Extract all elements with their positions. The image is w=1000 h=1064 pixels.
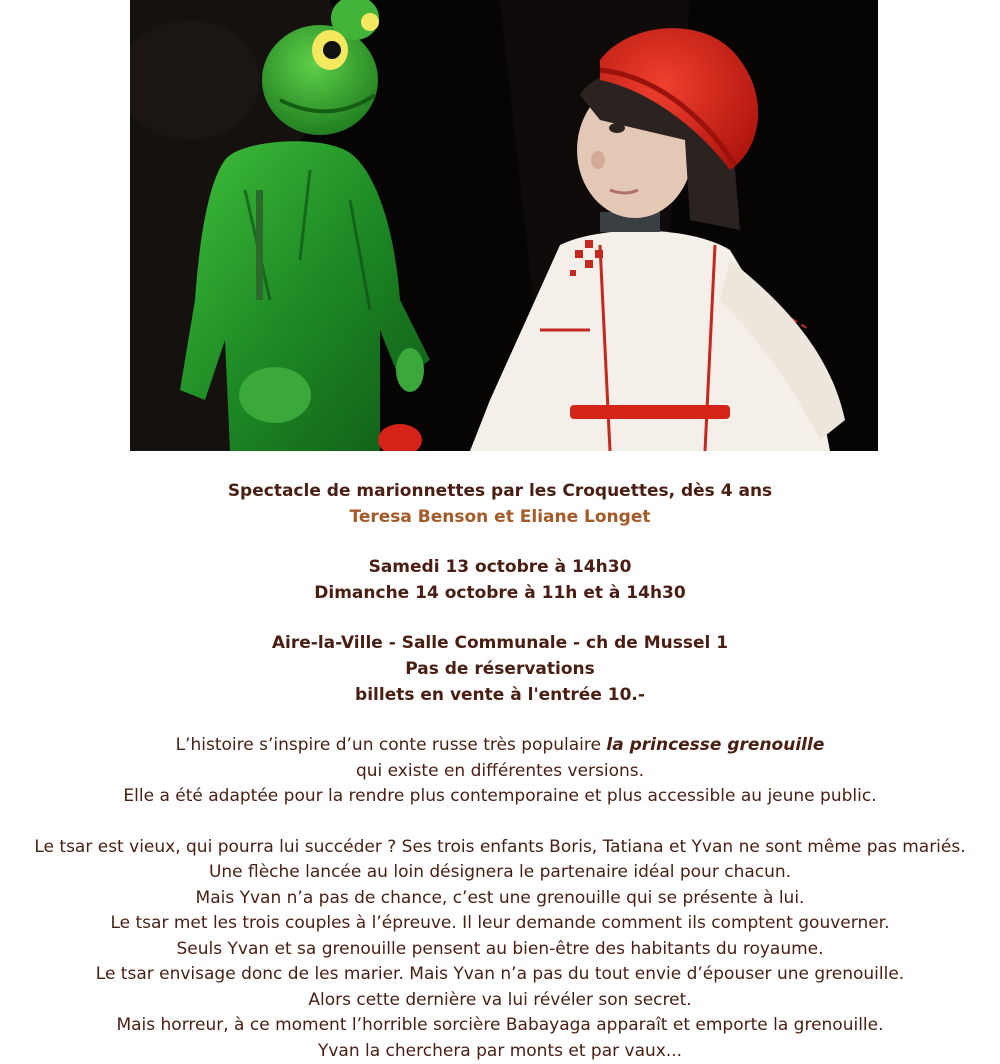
- intro-text: [0, 733, 1000, 810]
- story-line: Le tsar est vieux, qui pourra lui succéder ? Ses trois enfants Boris, Tatiana et Yvan ne sont même pas mariés.: [0, 835, 1000, 861]
- story-line: Le tsar envisage donc de les marier. Mais Yvan n’a pas du tout envie d’épouser une grenouille.: [0, 962, 1000, 988]
- story-line: Mais Yvan n’a pas de chance, c’est une grenouille qui se présente à lui.: [0, 886, 1000, 912]
- event-performers: Teresa Benson et Eliane Longet: [0, 504, 1000, 530]
- story-line: Yvan la cherchera par monts et par vaux...: [0, 1039, 1000, 1064]
- event-reservations: Pas de réservations: [0, 656, 1000, 682]
- event-tickets: billets en vente à l'entrée 10.-: [0, 682, 1000, 708]
- event-details: [0, 478, 1000, 708]
- intro-line-3: Elle a été adaptée pour la rendre plus contemporaine et plus accessible au jeune public.: [0, 784, 1000, 810]
- story-line: Le tsar met les trois couples à l’épreuve. Il leur demande comment ils comptent gouverner.: [0, 911, 1000, 937]
- story-line: Seuls Yvan et sa grenouille pensent au bien-être des habitants du royaume.: [0, 937, 1000, 963]
- intro-line-1-text: L’histoire s’inspire d’un conte russe très populaire: [176, 735, 607, 755]
- story-line: Une flèche lancée au loin désignera le partenaire idéal pour chacun.: [0, 860, 1000, 886]
- event-title: Spectacle de marionnettes par les Croquettes, dès 4 ans: [0, 478, 1000, 504]
- story-line: Mais horreur, à ce moment l’horrible sorcière Babayaga apparaît et emporte la grenouille.: [0, 1013, 1000, 1039]
- event-date-saturday: Samedi 13 octobre à 14h30: [0, 554, 1000, 580]
- event-content: [0, 478, 1000, 1064]
- story-line: Alors cette dernière va lui révéler son secret.: [0, 988, 1000, 1014]
- intro-line-1: [0, 733, 1000, 759]
- intro-line-2: qui existe en différentes versions.: [0, 759, 1000, 785]
- event-venue: Aire-la-Ville - Salle Communale - ch de Mussel 1: [0, 630, 1000, 656]
- hero-image: [130, 0, 878, 451]
- tale-title: la princesse grenouille: [606, 735, 824, 755]
- event-date-sunday: Dimanche 14 octobre à 11h et à 14h30: [0, 580, 1000, 606]
- story-text: [0, 835, 1000, 1064]
- puppets-photo: [130, 0, 878, 451]
